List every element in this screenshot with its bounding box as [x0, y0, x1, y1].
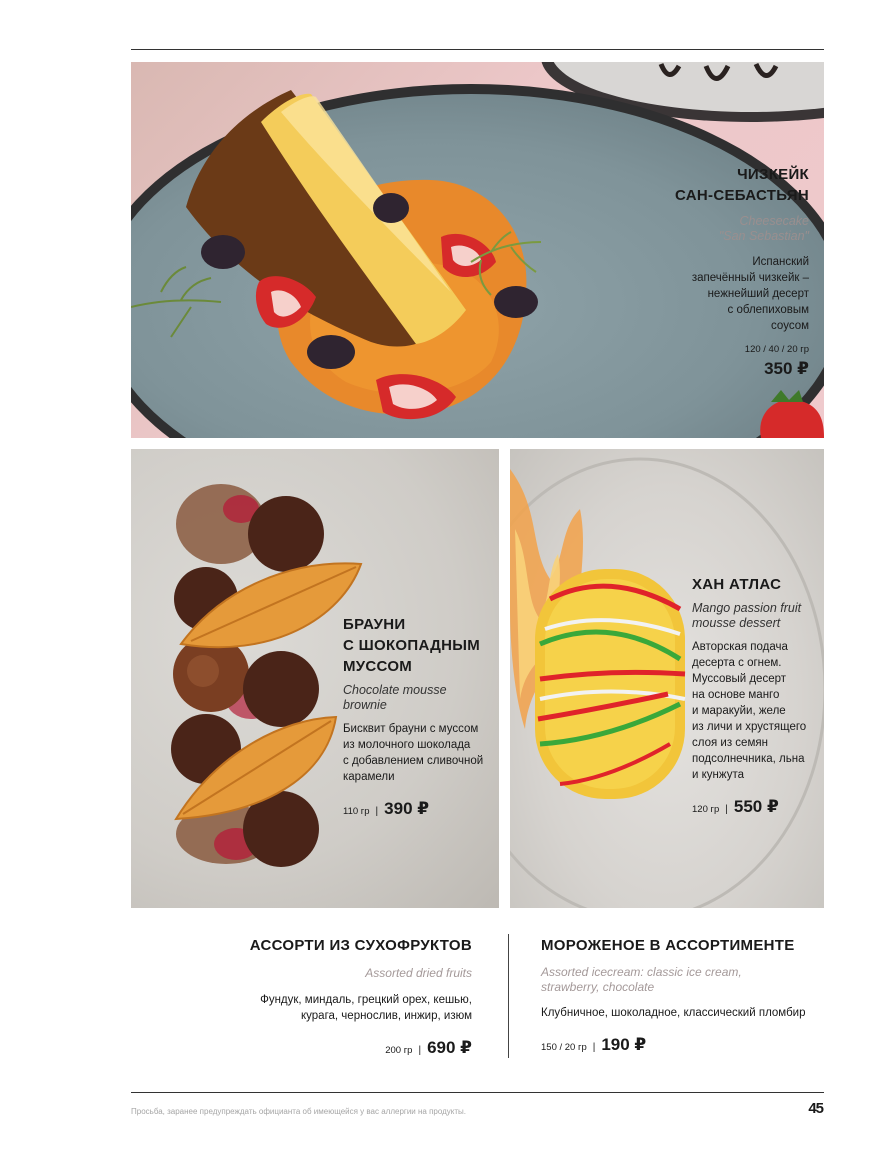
blueberry	[201, 235, 245, 269]
icecream-price: 190 ₽	[601, 1035, 647, 1054]
brownie-ball	[243, 651, 319, 727]
brownie-weight: 110 гр	[343, 806, 370, 817]
khan-atlas-photo-panel	[510, 449, 824, 908]
khan-atlas-weight: 120 гр	[692, 804, 720, 815]
cheesecake-price: 350 ₽	[764, 359, 809, 378]
khan-atlas-price: 550 ₽	[733, 797, 779, 816]
brownie-description: Бисквит брауни с муссом из молочного шоколада с добавлением сливочной карамели	[343, 723, 484, 783]
dill-garnish	[131, 267, 221, 337]
icecream-title: МОРОЖЕНОЕ В АССОРТИМЕНТЕ	[541, 937, 795, 954]
allergy-note: Просьба, заранее предупреждать официанта об имеющейся у вас аллергии на продукты.	[131, 1107, 467, 1116]
khan-atlas-description: Авторская подача десерта с огнем. Муссовый десерт на основе манго и маракуйи, желе из личи и хрустящего слоя из семян подсолнечника, льна и кунжута	[692, 641, 807, 781]
page-number: 45	[808, 1100, 823, 1117]
dried-fruits-title: АССОРТИ ИЗ СУХОФРУКТОВ	[249, 937, 472, 954]
top-rule	[131, 49, 824, 50]
cheesecake-info	[609, 164, 809, 379]
brownie-photo-panel	[131, 449, 499, 908]
cheesecake-english-name: Cheesecake "San Sebastian"	[718, 214, 809, 243]
brownie-title: БРАУНИ С ШОКОПАДНЫМ МУССОМ	[343, 616, 481, 675]
separator: |	[725, 804, 728, 815]
cheesecake-title: ЧИЗКЕЙК САН-СЕБАСТЬЯН	[675, 166, 809, 204]
khan-atlas-title: ХАН АТЛАС	[692, 576, 782, 593]
dried-fruits-weight: 200 гр	[385, 1045, 413, 1056]
bottom-rule	[131, 1092, 824, 1093]
separator: |	[418, 1045, 422, 1056]
dried-fruits-price: 690 ₽	[427, 1038, 472, 1057]
whole-strawberry	[760, 400, 824, 438]
blueberry	[494, 286, 538, 318]
khan-atlas-english-name: Mango passion fruit mousse dessert	[692, 601, 802, 630]
separator: |	[592, 1042, 596, 1053]
cheesecake-description: Испанский запечённый чизкейк – нежнейший десерт с облепиховым соусом	[691, 256, 809, 332]
khan-atlas-info	[692, 574, 822, 817]
brownie-info	[343, 614, 498, 819]
cheesecake-photo-panel	[131, 62, 824, 438]
blueberry	[307, 335, 355, 369]
blueberry	[373, 193, 409, 223]
brownie-english-name: Chocolate mousse brownie	[343, 683, 447, 712]
icecream-description: Клубничное, шоколадное, классический пломбир	[541, 1007, 806, 1019]
icecream-price-line	[541, 1035, 831, 1055]
cheesecake-weight: 120 / 40 / 20 гр	[744, 344, 809, 355]
khan-atlas-price-line	[692, 797, 822, 817]
dried-fruits-description: Фундук, миндаль, грецкий орех, кешью, курага, чернослив, инжир, изюм	[260, 994, 472, 1022]
chocolate-drizzle	[661, 64, 776, 79]
brownie-ball	[248, 496, 324, 572]
icecream-item	[541, 937, 831, 1055]
separator: |	[375, 806, 379, 817]
dried-fruits-price-line	[200, 1038, 472, 1058]
dried-fruits-english-name: Assorted dried fruits	[365, 966, 472, 980]
icecream-weight: 150 / 20 гр	[541, 1042, 587, 1053]
column-divider	[508, 934, 509, 1058]
icecream-english-name: Assorted icecream: classic ice cream, strawberry, chocolate	[541, 965, 742, 994]
dried-fruits-item	[200, 937, 472, 1058]
brownie-price: 390 ₽	[384, 799, 430, 818]
brownie-price-line	[343, 799, 498, 819]
